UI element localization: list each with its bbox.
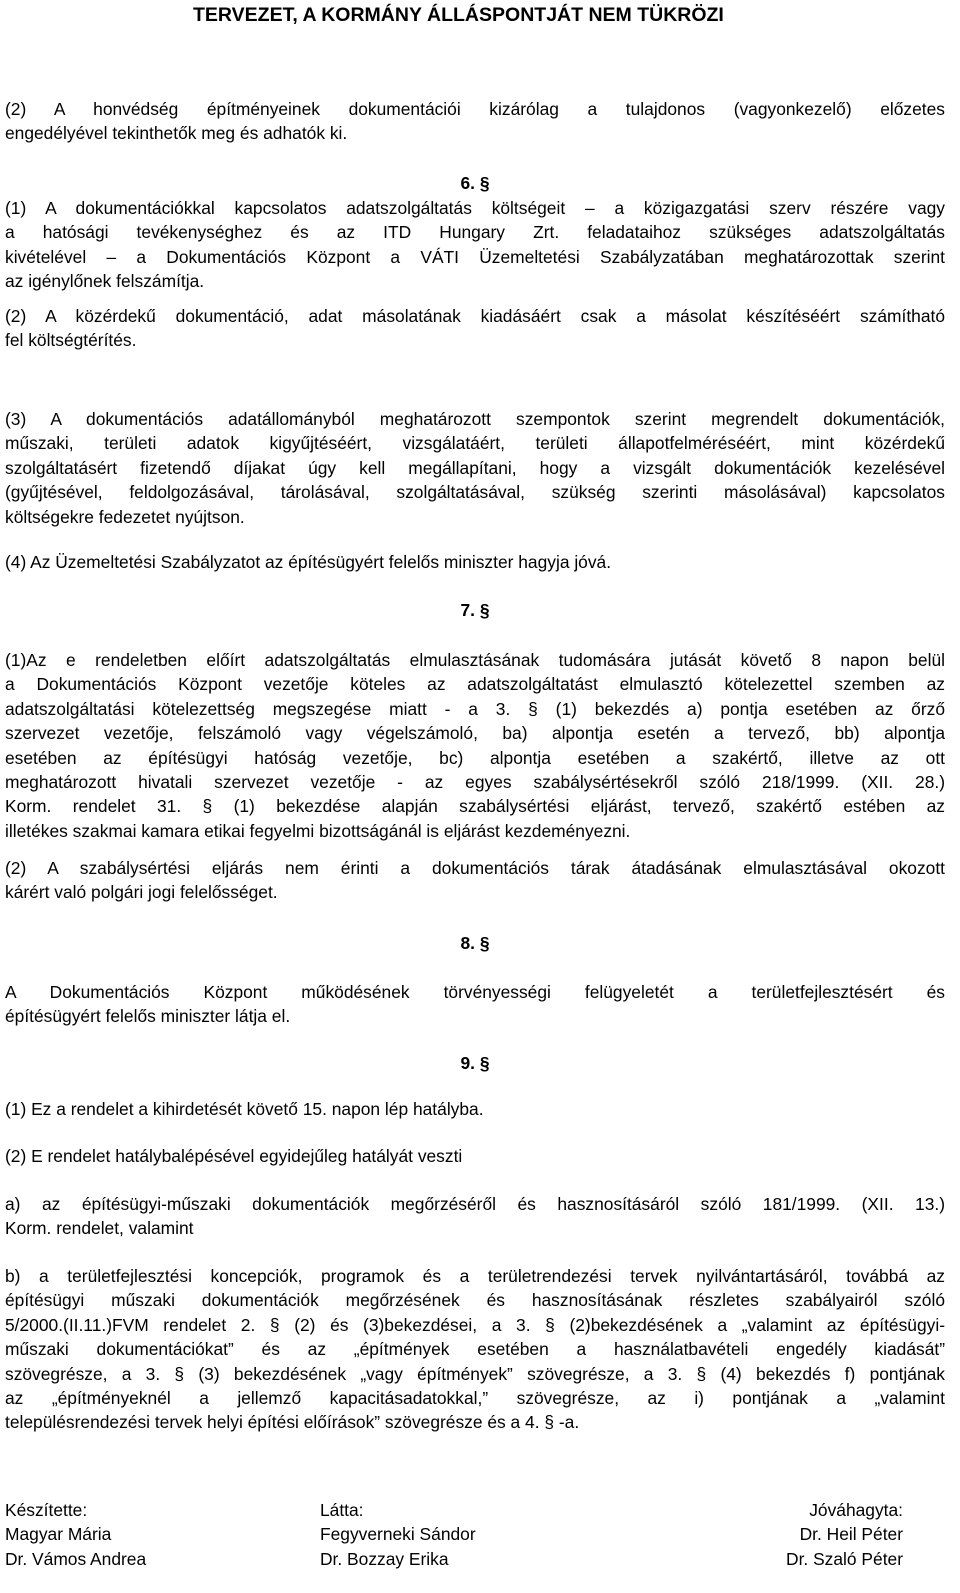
text-line: 5/2000.(II.11.)FVM rendelet 2. § (2) és (3)bekezdései, a 3. § (2)bekezdésének a „valamint az építésügyi- — [5, 1314, 945, 1335]
paragraph-6-3 — [5, 407, 945, 529]
paragraph-9-b — [5, 1264, 945, 1435]
signature-name: Dr. Vámos Andrea — [5, 1548, 147, 1569]
text-line: (3) A dokumentációs adatállományból meghatározott szempontok szerint megrendelt dokumentációk, — [5, 409, 945, 429]
text-line: (4) Az Üzemeltetési Szabályzatot az építésügyért felelős miniszter hagyja jóvá. — [5, 552, 612, 572]
text-line: illetékes szakmai kamara etikai fegyelmi bizottságánál is eljárást kezdeményezni. — [5, 820, 631, 841]
text-line: a hatósági tevékenységhez és az ITD Hungary Zrt. feladataihoz szükséges adatszolgáltatás — [5, 222, 945, 243]
text-line: A Dokumentációs Központ működésének törvényességi felügyeletét a területfejlesztésért és — [5, 982, 945, 1002]
text-line: engedélyével tekinthetők meg és adhatók ki. — [5, 123, 348, 144]
signature-role: Készítette: — [5, 1500, 88, 1520]
text-line: (1) Ez a rendelet a kihirdetését követő 15. napon lép hatályba. — [5, 1099, 484, 1119]
signature-name: Magyar Mária — [5, 1524, 112, 1545]
text-line: (gyűjtésével, feldolgozásával, tárolásával, szolgáltatásával, szükség szerinti másolásával) kapcsolatos — [5, 482, 945, 503]
text-line: településrendezési tervek helyi építési előírások” szövegrésze és a 4. § -a. — [5, 1412, 580, 1433]
text-line: Korm. rendelet 31. § (1) bekezdése alapján szabálysértési eljárást, tervező, szakértő estében az — [5, 796, 945, 817]
text-line: b) a területfejlesztési koncepciók, programok és a területrendezési tervek nyilvántartásáról, továbbá az — [5, 1266, 945, 1286]
text-line: (2) A szabálysértési eljárás nem érinti a dokumentációs tárak átadásának elmulasztásával okozott — [5, 858, 945, 878]
text-line: adatszolgáltatási kötelezettség megszegése miatt - a 3. § (1) bekezdés a) pontja esetében az őrző — [5, 698, 945, 719]
section-heading-7: 7. § — [460, 600, 490, 620]
text-line: a Dokumentációs Központ vezetője köteles az adatszolgáltatást elmulasztó kötelezettel szemben az — [5, 674, 945, 695]
signature-prepared-by — [5, 1498, 305, 1571]
text-line: (2) E rendelet hatálybalépésével egyidejűleg hatályát veszti — [5, 1146, 463, 1166]
paragraph-5-2 — [5, 97, 945, 146]
text-line: műszaki, területi adatok kigyűjtéséért, vizsgálatáért, területi állapotfelméréséért, mint közérdekű — [5, 433, 945, 454]
text-line: fel költségtérítés. — [5, 330, 137, 351]
text-line: esetében az építésügyi hatóság vezetője, bc) alpontja esetében a szakértő, illetve az ott — [5, 747, 945, 768]
text-line: az igénylőnek felszámítja. — [5, 271, 205, 292]
text-line: építésügyi műszaki dokumentációk megőrzésének és hasznosításának részletes szabályairól szóló — [5, 1290, 945, 1311]
text-line: meghatározott hivatali szervezet vezetője - az egyes szabálysértésekről szóló 218/1999. (XII. 28.) — [5, 772, 945, 793]
text-line: műszaki dokumentációkat” és az „építmények esetében a használatbavételi engedély kiadását” — [5, 1339, 945, 1360]
signature-reviewed-by — [320, 1498, 620, 1571]
text-line: szolgáltatásért fizetendő díjakat úgy kell megállapítani, hogy a vizsgált dokumentációk kezelésével — [5, 457, 945, 478]
signature-role: Jóváhagyta: — [809, 1500, 903, 1520]
text-line: Korm. rendelet, valamint — [5, 1218, 194, 1239]
paragraph-9-2 — [5, 1144, 945, 1168]
signature-approved-by — [603, 1498, 903, 1571]
signature-role: Látta: — [320, 1500, 364, 1520]
paragraph-9-1 — [5, 1097, 945, 1121]
section-heading-6: 6. § — [460, 173, 490, 193]
draft-header: TERVEZET, A KORMÁNY ÁLLÁSPONTJÁT NEM TÜKRÖZI — [193, 4, 724, 26]
paragraph-6-4 — [5, 550, 945, 574]
text-line: (2) A honvédség építményeinek dokumentációi kizárólag a tulajdonos (vagyonkezelő) előzetes — [5, 99, 945, 119]
text-line: (2) A közérdekű dokumentáció, adat másolatának kiadásáért csak a másolat készítéséért számítható — [5, 306, 945, 326]
paragraph-8 — [5, 980, 945, 1029]
text-line: (1)Az e rendeletben előírt adatszolgáltatás elmulasztásának tudomására jutását követő 8 napon belül — [5, 650, 945, 670]
signature-name: Dr. Szaló Péter — [786, 1548, 903, 1569]
signature-name: Fegyverneki Sándor — [320, 1524, 476, 1545]
section-heading-9: 9. § — [460, 1053, 490, 1073]
signature-name: Dr. Heil Péter — [799, 1524, 903, 1545]
paragraph-6-2 — [5, 304, 945, 353]
paragraph-9-a — [5, 1192, 945, 1241]
paragraph-6-1 — [5, 196, 945, 294]
section-heading-8: 8. § — [460, 933, 490, 953]
text-line: szövegrésze, a 3. § (3) bekezdésének „vagy építmények” szövegrésze, a 3. § (4) bekezdés f) pontjának — [5, 1363, 945, 1384]
paragraph-7-2 — [5, 856, 945, 905]
text-line: (1) A dokumentációkkal kapcsolatos adatszolgáltatás költségeit – a közigazgatási szerv részére vagy — [5, 198, 945, 218]
paragraph-7-1 — [5, 648, 945, 843]
text-line: kivételével – a Dokumentációs Központ a VÁTI Üzemeltetési Szabályzatában meghatározottak szerint — [5, 246, 945, 267]
text-line: az „építményeknél a jellemző kapacitásadatokkal,” szövegrésze, az i) pontjának a „valamint — [5, 1388, 945, 1409]
text-line: kárért való polgári jogi felelősséget. — [5, 882, 278, 903]
signature-name: Dr. Bozzay Erika — [320, 1548, 449, 1569]
text-line: építésügyért felelős miniszter látja el. — [5, 1006, 291, 1027]
text-line: költségekre fedezetet nyújtson. — [5, 506, 245, 527]
text-line: szervezet vezetője, felszámoló vagy végelszámoló, ba) alpontja esetén a tervező, bb) alpontja — [5, 723, 945, 744]
text-line: a) az építésügyi-műszaki dokumentációk megőrzéséről és hasznosításáról szóló 181/1999. (XII. 13.) — [5, 1194, 945, 1214]
